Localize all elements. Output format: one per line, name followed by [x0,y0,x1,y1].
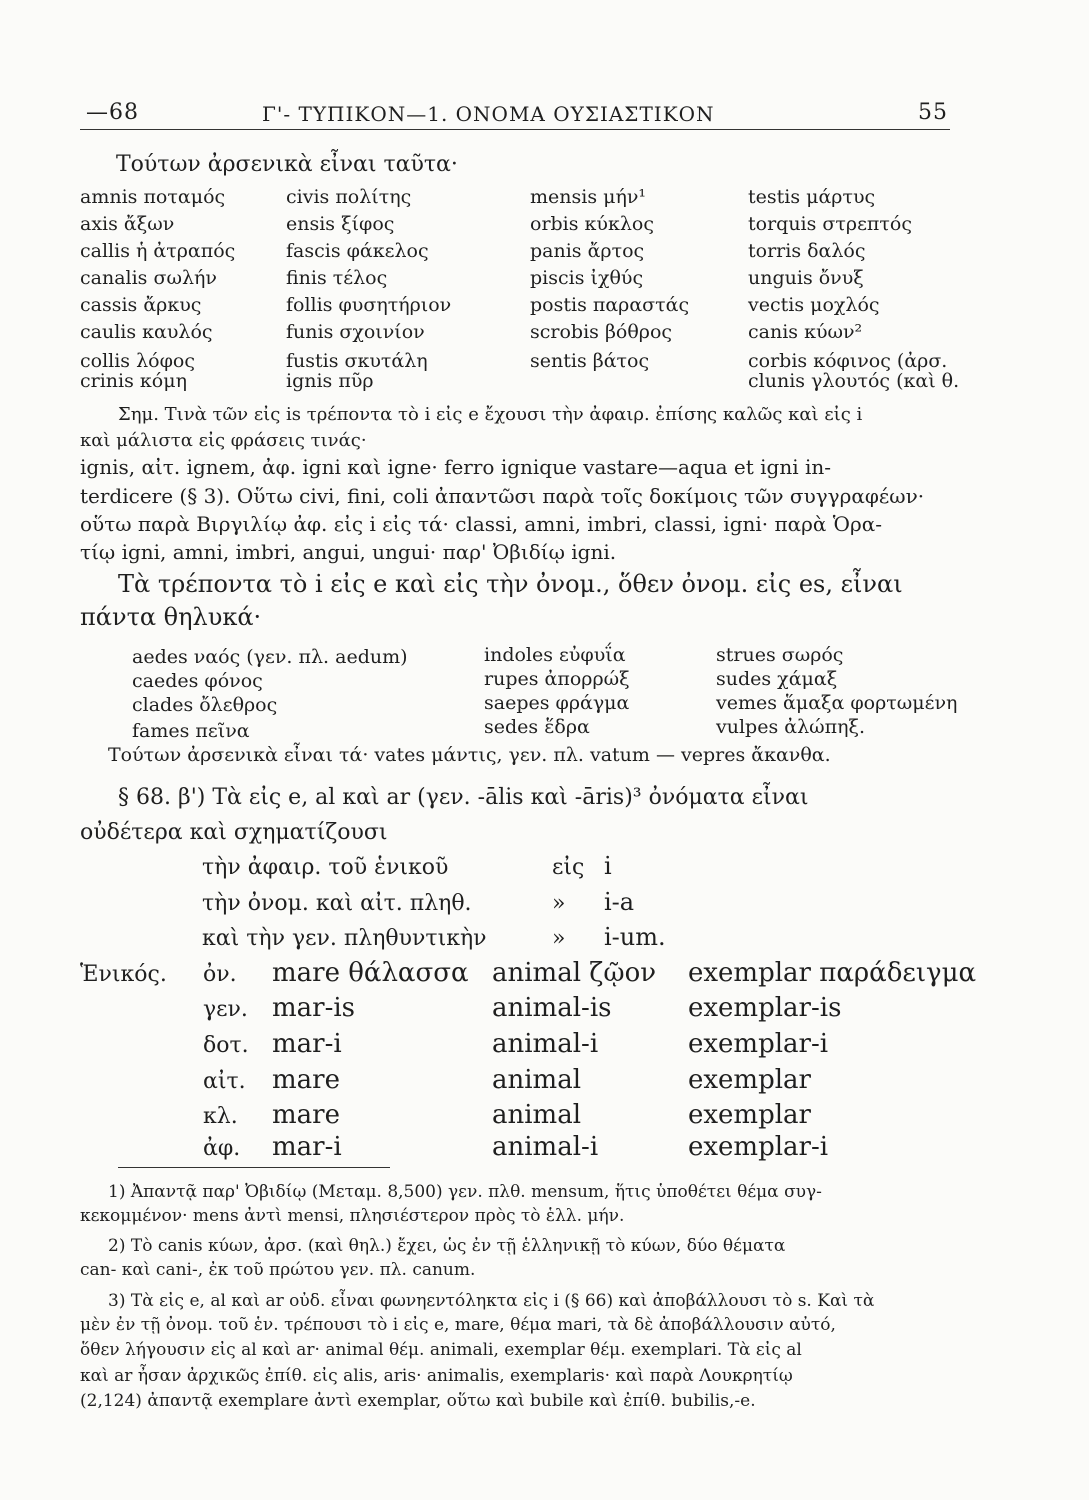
table-cell: panis ἄρτος [530,240,645,262]
table-cell: cassis ἄρκυς [80,294,202,316]
table-cell: corbis κόφινος (ἀρσ. [748,350,948,372]
paradigm-label: Ἑνικός. [80,962,167,987]
rule-text: καὶ τὴν γεν. πληθυντικὴν [202,926,487,951]
footnote-line: can- καὶ cani-, ἐκ τοῦ πρώτου γεν. πλ. canum. [80,1260,476,1280]
case-label: γεν. [203,997,248,1022]
table-cell: mensis μήν¹ [530,186,647,208]
paradigm-cell: exemplar-is [688,993,842,1023]
table-cell: ensis ξίφος [286,213,395,235]
table-cell: crinis κόμη [80,370,187,392]
rule-ending: i-um. [604,923,666,951]
rule-text: τὴν ὀνομ. καὶ αἰτ. πληθ. [202,891,472,916]
footnote-line: 2) Τὸ canis κύων, ἀρσ. (καὶ θηλ.) ἔχει, ὡς ἐν τῇ ἑλληνικῇ τὸ κύων, δύο θέματα [108,1236,786,1256]
table-cell: civis πολίτης [286,186,412,208]
table-cell: indoles εὐφυΐα [484,644,626,666]
footnote-line: ὅθεν λήγουσιν εἰς al καὶ ar· animal θέμ. animali, exemplar θέμ. exemplari. Τὰ εἰς al [80,1340,802,1360]
footnote-line: 3) Τὰ εἰς e, al καὶ ar οὐδ. εἶναι φωνηεντόληκτα εἰς i (§ 66) καὶ ἀποβάλλουσι τὸ s. Καὶ τὰ [108,1291,875,1311]
feminine-exceptions: Τούτων ἀρσενικὰ εἶναι τά· vates μάντις, γεν. πλ. vatum — vepres ἄκανθα. [108,744,831,766]
table-cell: sudes χάμαξ [716,668,838,690]
paradigm-cell: mar-i [272,1132,342,1162]
table-cell: postis παραστάς [530,294,690,316]
table-cell: vectis μοχλός [748,294,880,316]
table-cell: sentis βάτος [530,350,650,372]
table-cell: amnis ποταμός [80,186,226,208]
running-title: Γ'- ΤΥΠΙΚΟΝ—1. ΟΝΟΜΑ ΟΥΣΙΑΣΤΙΚΟΝ [262,102,715,126]
footnote-line: (2,124) ἀπαντᾷ exemplare ἀντὶ exemplar, οὕτω καὶ bubile καὶ ἐπίθ. bubilis,-e. [80,1391,756,1411]
table-cell: sedes ἕδρα [484,716,590,738]
table-cell: clunis γλουτός (καὶ θ. [748,370,960,392]
paradigm-cell: animal [492,1065,582,1095]
case-label: ὀν. [203,962,237,987]
rule-ending: i [604,852,612,880]
table-cell: canalis σωλήν [80,267,217,289]
case-label: δοτ. [203,1033,249,1058]
table-cell: unguis ὄνυξ [748,267,864,289]
running-page-number: —68 [86,100,139,125]
footnote-line: 1) Ἀπαντᾷ παρ' Ὀβιδίῳ (Μεταμ. 8,500) γεν. πλθ. mensum, ἥτις ὑποθέτει θέμα συγ- [108,1182,822,1202]
table-cell: orbis κύκλος [530,213,654,235]
table-cell: funis σχοινίον [286,321,425,343]
paradigm-cell: exemplar-i [688,1029,829,1059]
footnote-line: καὶ ar ἦσαν ἀρχικῶς ἐπίθ. εἰς alis, aris· animalis, exemplaris· καὶ παρὰ Λουκρητίῳ [80,1366,793,1386]
paradigm-cell: animal-i [492,1029,599,1059]
table-cell: caulis καυλός [80,321,213,343]
table-cell: rupes ἀπορρώξ [484,668,630,690]
table-cell: aedes ναός (γεν. πλ. aedum) [132,646,408,668]
feminine-heading-cont: πάντα θηλυκά· [80,603,262,631]
section-heading-cont: οὐδέτερα καὶ σχηματίζουσι [80,820,388,845]
table-cell: ignis πῦρ [286,370,374,392]
footnote-line: κεκομμένον· mens ἀντὶ mensi, πλησιέστερον πρὸς τὸ ἑλλ. μήν. [80,1206,625,1226]
table-cell: testis μάρτυς [748,186,876,208]
paradigm-cell: animal [492,1100,582,1130]
table-cell: piscis ἰχθύς [530,267,644,289]
table-cell: torquis στρεπτός [748,213,912,235]
table-cell: collis λόφος [80,350,195,372]
table-cell: callis ἡ ἀτραπός [80,240,236,262]
paradigm-cell: mar-is [272,993,356,1023]
paradigm-cell: animal-i [492,1132,599,1162]
rule-marker: εἰς [552,855,585,880]
case-label: ἀφ. [203,1136,241,1161]
table-cell: scrobis βόθρος [530,321,673,343]
table-cell: canis κύων² [748,321,863,343]
case-label: κλ. [203,1104,238,1129]
note-line: terdicere (§ 3). Οὕτω civi, fini, coli ἀπαντῶσι παρὰ τοῖς δοκίμοις τῶν συγγραφέων· [80,484,925,508]
footnote-rule [118,1167,390,1168]
table-cell: finis τέλος [286,267,388,289]
note-line: Σημ. Τινὰ τῶν εἰς is τρέποντα τὸ i εἰς e ἔχουσι τὴν ἀφαιρ. ἐπίσης καλῶς καὶ εἰς i [118,404,863,425]
paradigm-cell: mar-i [272,1029,342,1059]
rule-marker: » [552,891,566,916]
page-number: 55 [918,100,948,125]
table-cell: saepes φράγμα [484,692,630,714]
paradigm-cell: exemplar παράδειγμα [688,958,977,988]
header-rule [80,129,950,130]
table-cell: follis φυσητήριον [286,294,452,316]
table-cell: caedes φόνος [132,670,263,692]
section-heading: § 68. β') Τὰ εἰς e, al καὶ ar (γεν. -ālis καὶ -āris)³ ὀνόματα εἶναι [118,785,809,810]
table-cell: fascis φάκελος [286,240,429,262]
table-cell: fustis σκυτάλη [286,350,428,372]
table-cell: vemes ἅμαξα φορτωμένη [716,692,958,714]
table-cell: clades ὄλεθρος [132,694,278,716]
paradigm-cell: exemplar [688,1100,811,1130]
paradigm-cell: mare θάλασσα [272,958,469,988]
table-cell: vulpes ἀλώπηξ. [716,716,865,738]
table-cell: strues σωρός [716,644,844,666]
paradigm-cell: animal-is [492,993,612,1023]
paradigm-cell: exemplar [688,1065,811,1095]
paradigm-cell: mare [272,1065,340,1095]
paradigm-cell: animal ζῷον [492,958,657,988]
table-cell: axis ἄξων [80,213,175,235]
table-cell: fames πεῖνα [132,720,250,742]
case-label: αἰτ. [203,1069,246,1094]
footnote-line: μὲν ἐν τῇ ὀνομ. τοῦ ἑν. τρέπουσι τὸ i εἰς e, mare, θέμα mari, τὰ δὲ ἀποβάλλουσιν αὐτό, [80,1315,836,1335]
feminine-heading: Τὰ τρέποντα τὸ i εἰς e καὶ εἰς τὴν ὀνομ., ὅθεν ὀνομ. εἰς es, εἶναι [118,570,903,598]
paradigm-cell: mare [272,1100,340,1130]
rule-text: τὴν ἀφαιρ. τοῦ ἑνικοῦ [202,855,449,880]
paradigm-cell: exemplar-i [688,1132,829,1162]
rule-marker: » [552,926,566,951]
note-line: ignis, αἰτ. ignem, ἀφ. igni καὶ igne· ferro ignique vastare—aqua et igni in- [80,455,832,479]
note-line: οὕτω παρὰ Βιργιλίῳ ἀφ. εἰς i εἰς τά· classi, amni, imbri, classi, igni· παρὰ Ὁρα- [80,512,882,536]
note-line: καὶ μάλιστα εἰς φράσεις τινάς· [80,430,367,451]
masculine-heading: Τούτων ἀρσενικὰ εἶναι ταῦτα· [116,152,458,177]
table-cell: torris δαλός [748,240,866,262]
rule-ending: i-a [604,888,635,916]
note-line: τίῳ igni, amni, imbri, angui, ungui· παρ' Ὀβιδίῳ igni. [80,540,617,564]
